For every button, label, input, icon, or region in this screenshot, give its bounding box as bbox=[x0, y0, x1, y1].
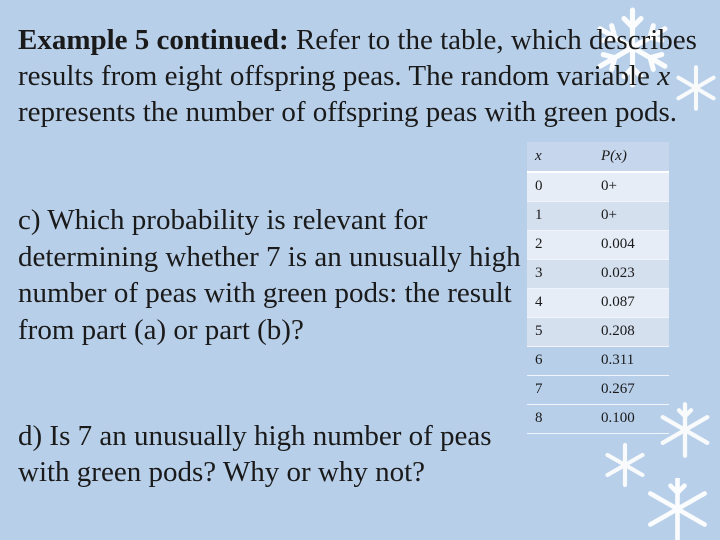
table-row bbox=[527, 201, 669, 230]
intro-text-1: Refer to the table, which describes results from eight offspring peas. The random variable bbox=[18, 24, 697, 92]
snowflake-icon bbox=[635, 478, 720, 540]
cell-p: 0+ bbox=[593, 201, 669, 230]
variable-x: x bbox=[657, 60, 671, 92]
table-row bbox=[527, 317, 669, 346]
cell-x: 7 bbox=[527, 375, 593, 404]
header-x: x bbox=[527, 142, 593, 172]
probability-table bbox=[527, 142, 669, 434]
cell-p: 0.311 bbox=[593, 346, 669, 375]
cell-p: 0.100 bbox=[593, 404, 669, 433]
cell-x: 4 bbox=[527, 288, 593, 317]
table-row bbox=[527, 375, 669, 404]
cell-p: 0.267 bbox=[593, 375, 669, 404]
question-c: c) Which probability is relevant for determining whether 7 is an unusually high number of peas with green pods: the result from part (a) or part (b)? bbox=[18, 204, 521, 346]
intro-paragraph bbox=[18, 22, 708, 130]
table-row bbox=[527, 259, 669, 288]
cell-p: 0.087 bbox=[593, 288, 669, 317]
cell-p: 0.023 bbox=[593, 259, 669, 288]
example-label: Example 5 continued: bbox=[18, 24, 289, 56]
table-row bbox=[527, 288, 669, 317]
intro-text-2: represents the number of offspring peas with green pods. bbox=[18, 96, 678, 128]
table-row bbox=[527, 230, 669, 259]
question-d: d) Is 7 an unusually high number of peas with green pods? Why or why not? bbox=[18, 420, 492, 488]
table-row bbox=[527, 404, 669, 433]
cell-p: 0+ bbox=[593, 172, 669, 201]
table-row bbox=[527, 172, 669, 201]
cell-x: 0 bbox=[527, 172, 593, 201]
cell-p: 0.004 bbox=[593, 230, 669, 259]
cell-x: 1 bbox=[527, 201, 593, 230]
cell-x: 8 bbox=[527, 404, 593, 433]
table-header-row bbox=[527, 142, 669, 172]
table-row bbox=[527, 346, 669, 375]
cell-p: 0.208 bbox=[593, 317, 669, 346]
cell-x: 3 bbox=[527, 259, 593, 288]
header-px: P(x) bbox=[593, 142, 669, 172]
cell-x: 6 bbox=[527, 346, 593, 375]
cell-x: 5 bbox=[527, 317, 593, 346]
cell-x: 2 bbox=[527, 230, 593, 259]
